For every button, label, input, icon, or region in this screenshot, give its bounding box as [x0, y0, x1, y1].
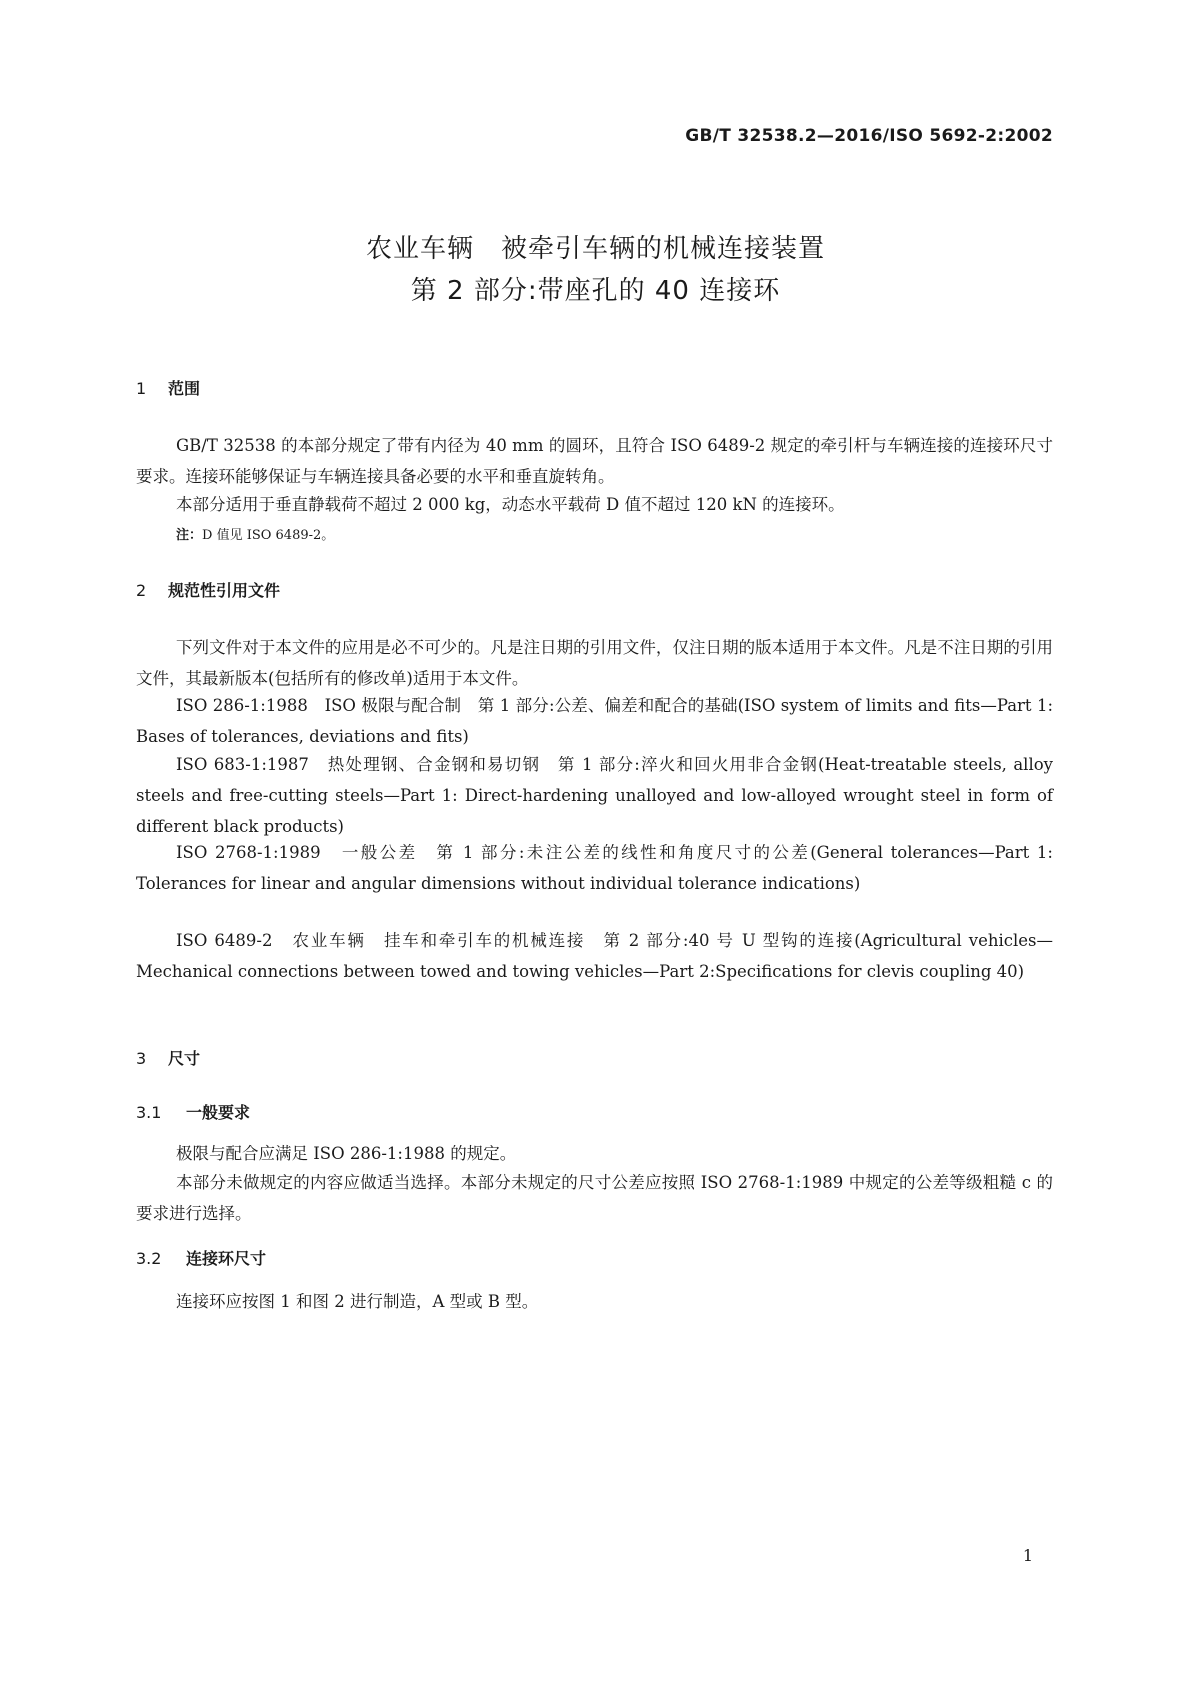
section-3-heading [136, 1046, 200, 1069]
standard-code: GB/T 32538.2—2016/ISO 5692-2:2002 [685, 126, 1053, 146]
section-2-heading [136, 578, 280, 601]
reference-item: ISO 286-1:1988 ISO 极限与配合制 第 1 部分:公差、偏差和配合的基础(ISO system of limits and fits—Part 1: Bases of tolerances, deviations and fits) [136, 696, 1053, 746]
section-number: 3.1 [136, 1103, 162, 1122]
section-1-paragraph-2: 本部分适用于垂直静载荷不超过 2 000 kg，动态水平载荷 D 值不超过 120 kN 的连接环。 [176, 495, 845, 514]
reference-item: ISO 2768-1:1989 一般公差 第 1 部分:未注公差的线性和角度尺寸的公差(General tolerances—Part 1: Tolerances for linear and angular dimensions without individual tolerance indications) [136, 843, 1053, 893]
section-title: 连接环尺寸 [186, 1249, 267, 1268]
section-number: 3.2 [136, 1249, 162, 1268]
section-title: 一般要求 [186, 1103, 251, 1122]
section-number: 1 [136, 379, 147, 398]
section-3-1-paragraph-2: 本部分未做规定的内容应做适当选择。本部分未规定的尺寸公差应按照 ISO 2768-1:1989 中规定的公差等级粗糙 c 的要求进行选择。 [136, 1173, 1053, 1223]
reference-item: ISO 6489-2 农业车辆 挂车和牵引车的机械连接 第 2 部分:40 号 U 型钩的连接(Agricultural vehicles—Mechanical connections between towed and towing vehicles—Part 2:Specifications for clevis coupling 40) [136, 931, 1053, 981]
section-title: 范围 [168, 379, 201, 398]
section-3-2-heading [136, 1246, 266, 1269]
page-number: 1 [1022, 1546, 1033, 1565]
section-2-intro: 下列文件对于本文件的应用是必不可少的。凡是注日期的引用文件，仅注日期的版本适用于本文件。凡是不注日期的引用文件，其最新版本(包括所有的修改单)适用于本文件。 [136, 638, 1053, 688]
note-text: D 值见 ISO 6489-2。 [202, 528, 335, 543]
section-3-1-heading [136, 1100, 250, 1123]
section-3-2-paragraph-1: 连接环应按图 1 和图 2 进行制造，A 型或 B 型。 [176, 1292, 539, 1311]
document-title [0, 228, 1191, 312]
reference-item: ISO 683-1:1987 热处理钢、合金钢和易切钢 第 1 部分:淬火和回火用非合金钢(Heat-treatable steels, alloy steels and free-cutting steels—Part 1: Direct-hardening unalloyed and low-alloyed wrought steel in form of different black products) [136, 755, 1053, 836]
section-title: 规范性引用文件 [168, 581, 281, 600]
section-1-paragraph-1: GB/T 32538 的本部分规定了带有内径为 40 mm 的圆环，且符合 ISO 6489-2 规定的牵引杆与车辆连接的连接环尺寸要求。连接环能够保证与车辆连接具备必要的水平和垂直旋转角。 [136, 436, 1053, 486]
note-label: 注： [176, 528, 203, 543]
title-line-1: 农业车辆 被牵引车辆的机械连接装置 [365, 234, 825, 264]
section-1-heading [136, 376, 200, 399]
title-line-2: 第 2 部分:带座孔的 40 连接环 [410, 276, 781, 306]
section-title: 尺寸 [168, 1049, 201, 1068]
section-number: 3 [136, 1049, 147, 1068]
section-1-note [176, 524, 334, 543]
section-3-1-paragraph-1: 极限与配合应满足 ISO 286-1:1988 的规定。 [176, 1144, 517, 1163]
section-number: 2 [136, 581, 147, 600]
